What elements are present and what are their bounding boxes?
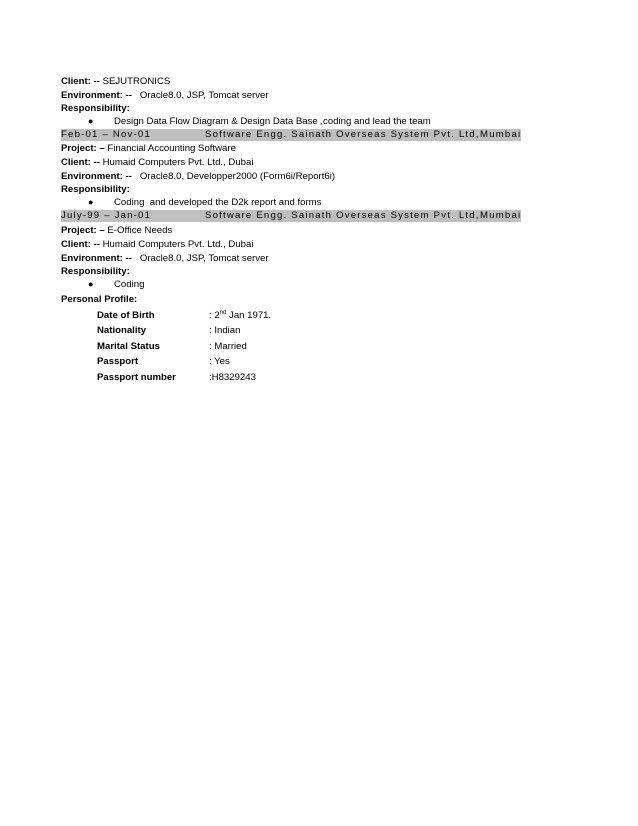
environment-label: Environment: -- [61, 90, 132, 101]
band-city: Mumbai [480, 129, 522, 140]
bullet-icon: ● [88, 116, 94, 126]
profile-value: : Indian [209, 325, 241, 336]
client-value: SEJUTRONICS [99, 76, 171, 87]
responsibility-heading [61, 265, 130, 278]
client-label: Client: -- [61, 239, 100, 250]
bullet-text: Coding [114, 279, 145, 290]
band-company: Software Engg. Sainath Overseas System Pvt. Ltd, [205, 210, 480, 221]
environment-line [61, 252, 269, 265]
experience-band [61, 129, 521, 141]
profile-value [209, 309, 271, 322]
environment-line [61, 89, 269, 102]
environment-label: Environment: -- [61, 253, 132, 264]
band-company: Software Engg. Sainath Overseas System Pvt. Ltd, [205, 129, 480, 140]
band-dates: Feb-01 – Nov-01 [61, 129, 151, 140]
personal-profile-heading [61, 293, 137, 306]
list-item [88, 115, 431, 128]
environment-value: Oracle8.0, JSP, Tomcat server [131, 90, 269, 101]
profile-value: : Yes [209, 356, 230, 367]
project-value: E-Office Needs [104, 225, 173, 236]
environment-line [61, 170, 335, 183]
responsibility-label: Responsibility: [61, 184, 130, 195]
profile-value: : Married [209, 341, 247, 352]
list-item [88, 196, 321, 209]
band-dates: July-99 – Jan-01 [61, 210, 152, 221]
profile-key: Nationality [97, 325, 147, 336]
dob-ordinal: nd [219, 309, 227, 316]
profile-key: Passport [97, 356, 139, 367]
responsibility-heading [61, 183, 130, 196]
project-line [61, 224, 172, 237]
dob-month-year: Jan 1971. [226, 310, 272, 321]
client-line [61, 238, 253, 251]
profile-key: Marital Status [97, 341, 160, 352]
bullet-text: Design Data Flow Diagram & Design Data Base ,coding and lead the team [114, 116, 431, 127]
dob-day: : 2 [209, 310, 220, 321]
client-value: Humaid Computers Pvt. Ltd., Dubai [99, 239, 254, 250]
profile-key: Date of Birth [97, 310, 155, 321]
project-value: Financial Accounting Software [104, 143, 236, 154]
bullet-icon: ● [88, 197, 94, 207]
project-line [61, 142, 236, 155]
client-label: Client: -- [61, 76, 100, 87]
list-item [88, 278, 144, 291]
client-line [61, 75, 170, 88]
environment-label: Environment: -- [61, 171, 132, 182]
client-label: Client: -- [61, 157, 100, 168]
band-city: Mumbai [480, 210, 522, 221]
bullet-text: Coding and developed the D2k report and forms [114, 197, 322, 208]
profile-heading-text: Personal Profile: [61, 294, 138, 305]
profile-key: Passport number [97, 372, 176, 383]
experience-band [61, 210, 521, 222]
profile-value: :H8329243 [209, 372, 256, 383]
responsibility-label: Responsibility: [61, 266, 130, 277]
bullet-icon: ● [88, 279, 94, 289]
responsibility-label: Responsibility: [61, 103, 130, 114]
client-value: Humaid Computers Pvt. Ltd., Dubai [99, 157, 254, 168]
responsibility-heading [61, 102, 130, 115]
project-label: Project: – [61, 225, 105, 236]
client-line [61, 156, 253, 169]
environment-value: Oracle8.0, Developper2000 (Form6i/Report6i) [131, 171, 336, 182]
environment-value: Oracle8.0, JSP, Tomcat server [131, 253, 269, 264]
project-label: Project: – [61, 143, 105, 154]
